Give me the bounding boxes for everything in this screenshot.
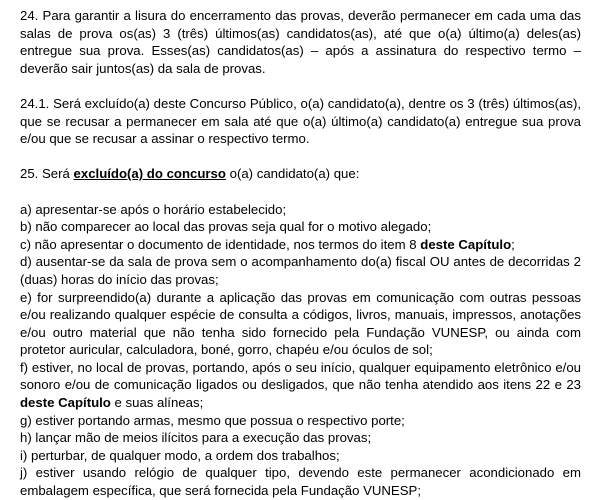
list-item-c <box>20 236 581 254</box>
list-item-c-bold: deste Capítulo <box>420 236 512 252</box>
list-item-f-end: e suas alíneas; <box>110 395 204 411</box>
section-25-heading <box>20 165 581 183</box>
list-item-b: b) não comparecer ao local das provas seja qual for o motivo alegado; <box>20 219 432 235</box>
list-item-h: h) lançar mão de meios ilícitos para a execução das provas; <box>20 430 372 446</box>
section-24-1-paragraph: 24.1. Será excluído(a) deste Concurso Público, o(a) candidato(a), dentre os 3 (três) últimos(as), que se recusar a permanecer em sala até que o(a) último(a) candidato(a) entregue sua prova e/ou que se recusar a assinar o respectivo termo. <box>20 95 581 147</box>
list-item-f <box>20 359 581 412</box>
section-25-emphasis: excluído(a) do concurso <box>73 166 226 182</box>
list-item-g: g) estiver portando armas, mesmo que possua o respectivo porte; <box>20 412 405 428</box>
list-item-c-text: c) não apresentar o documento de identidade, nos termos do item 8 <box>20 236 421 252</box>
exclusion-criteria-list <box>20 201 581 500</box>
section-25-prefix: 25. Será <box>20 166 74 182</box>
list-item-e: e) for surpreendido(a) durante a aplicação das provas em comunicação com outras pessoas e/ou realizando qualquer espécie de consulta a códigos, livros, manuais, impressos, anotações e/ou outro material que não tenha sido fornecido pela Fundação VUNESP, ou ainda com protetor auricular, calculadora, boné, gorro, chapéu e/ou óculos de sol; <box>20 289 581 358</box>
document-page <box>20 7 581 500</box>
list-item-c-end: ; <box>511 236 515 252</box>
list-item-j: j) estiver usando relógio de qualquer tipo, devendo este permanecer acondicionado em embalagem específica, que será fornecida pela Fundação VUNESP; <box>20 465 581 499</box>
list-item-d: d) ausentar-se da sala de prova sem o acompanhamento do(a) fiscal OU antes de decorridas 2 (duas) horas do início das provas; <box>20 254 581 287</box>
list-item-i: i) perturbar, de qualquer modo, a ordem dos trabalhos; <box>20 447 340 463</box>
list-item-a: a) apresentar-se após o horário estabelecido; <box>20 201 287 217</box>
list-item-f-text: f) estiver, no local de provas, portando, após o seu início, qualquer equipamento eletrônico e/ou sonoro e/ou de comunicação ligados ou desligados, que não tenha atendido aos itens 22 e 23 <box>20 359 581 393</box>
section-24-paragraph: 24. Para garantir a lisura do encerramento das provas, deverão permanecer em cada uma das salas de prova os(as) 3 (três) últimos(as) candidatos(as), até que o(a) último(a) deles(as) entregue sua prova. Esses(as) candidatos(as) – após a assinatura do respectivo termo – deverão sair juntos(as) da sala de provas. <box>20 8 581 76</box>
list-item-f-bold: deste Capítulo <box>20 395 111 411</box>
section-25-suffix: o(a) candidato(a) que: <box>225 166 360 182</box>
